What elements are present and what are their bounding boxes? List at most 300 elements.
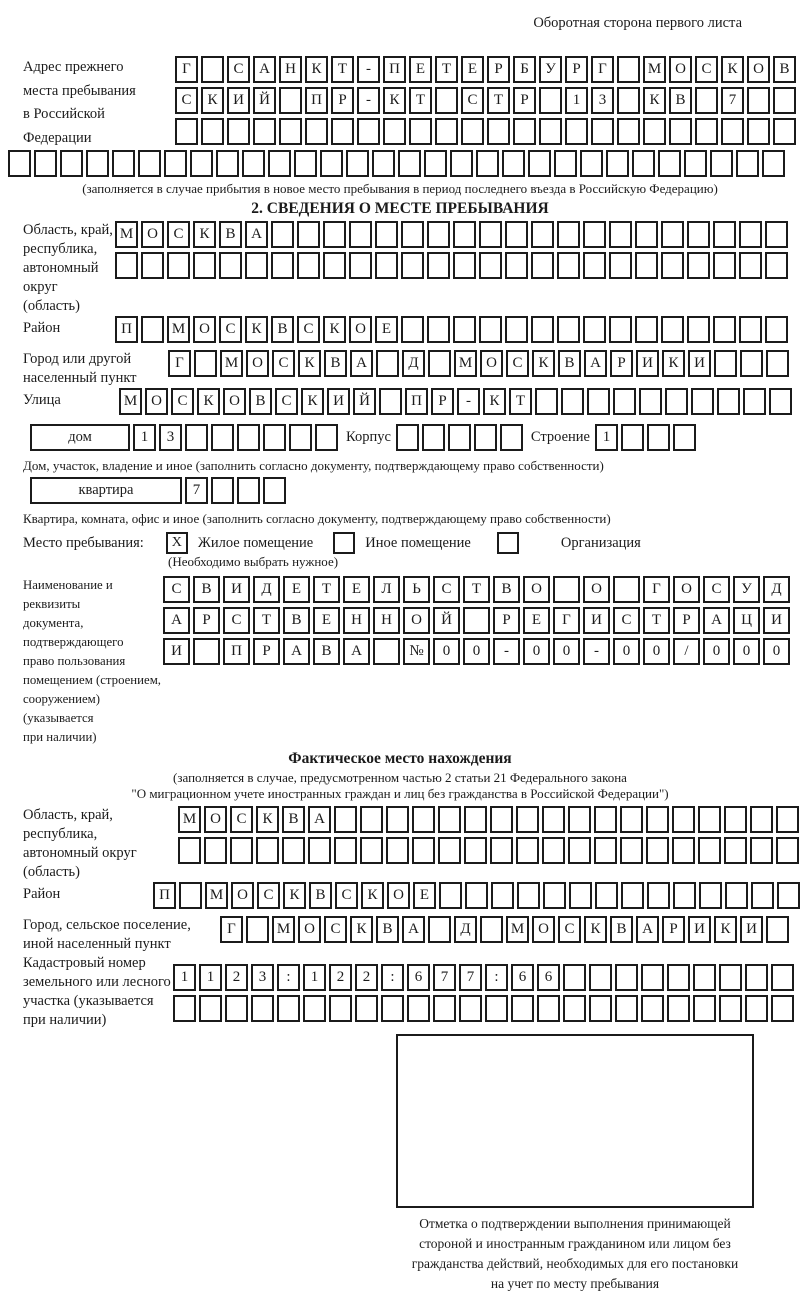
text-line: Город или другой: [23, 351, 132, 367]
char-cell: Н: [279, 56, 302, 83]
char-cell: [535, 388, 558, 415]
char-cell: [589, 995, 612, 1022]
char-cell: В: [669, 87, 692, 114]
char-cell: А: [350, 350, 373, 377]
char-cell: 6: [407, 964, 430, 991]
char-cell: П: [223, 638, 250, 665]
char-cell: [693, 964, 716, 991]
char-cell: [428, 916, 451, 943]
char-cell: 1: [595, 424, 618, 451]
char-cell: [673, 424, 696, 451]
char-cell: 6: [537, 964, 560, 991]
char-cell: [164, 150, 187, 177]
char-cell: Г: [168, 350, 191, 377]
char-cell: В: [283, 607, 310, 634]
char-cell: [553, 576, 580, 603]
char-cell: [219, 252, 242, 279]
char-cell: Т: [435, 56, 458, 83]
char-cell: С: [558, 916, 581, 943]
char-cell: Е: [343, 576, 370, 603]
char-cell: [687, 252, 710, 279]
char-cell: С: [275, 388, 298, 415]
street-row: [119, 388, 795, 415]
char-cell: [263, 477, 286, 504]
char-cell: О: [480, 350, 503, 377]
char-cell: [583, 316, 606, 343]
char-cell: [323, 221, 346, 248]
char-cell: [216, 150, 239, 177]
char-cell: [349, 252, 372, 279]
char-cell: [424, 150, 447, 177]
char-cell: Е: [283, 576, 310, 603]
char-cell: Г: [175, 56, 198, 83]
prev-address-row-3: [175, 118, 799, 145]
char-cell: [762, 150, 785, 177]
text-line: сооружением) (указывается: [23, 692, 101, 725]
char-cell: [86, 150, 109, 177]
char-cell: [635, 221, 658, 248]
char-cell: [491, 882, 514, 909]
char-cell: Т: [463, 576, 490, 603]
char-cell: 6: [511, 964, 534, 991]
char-cell: [289, 424, 312, 451]
char-cell: [639, 388, 662, 415]
char-cell: [279, 87, 302, 114]
char-cell: [531, 316, 554, 343]
actual-location-note: [23, 770, 777, 802]
char-cell: С: [219, 316, 242, 343]
char-cell: В: [558, 350, 581, 377]
char-cell: [661, 252, 684, 279]
char-cell: [349, 221, 372, 248]
char-cell: 0: [523, 638, 550, 665]
char-cell: [613, 388, 636, 415]
section2-title: 2. СВЕДЕНИЯ О МЕСТЕ ПРЕБЫВАНИЯ: [251, 200, 549, 217]
char-cell: [513, 118, 536, 145]
char-cell: [412, 806, 435, 833]
char-cell: Ц: [733, 607, 760, 634]
char-cell: [606, 150, 629, 177]
char-cell: [561, 388, 584, 415]
char-cell: [714, 350, 737, 377]
actual-region-block: [23, 806, 800, 882]
char-cell: [201, 56, 224, 83]
char-cell: А: [245, 221, 268, 248]
char-cell: [464, 837, 487, 864]
char-cell: [409, 118, 432, 145]
actual-city-label: [23, 916, 220, 954]
char-cell: [439, 882, 462, 909]
text-line: Адрес прежнего: [23, 59, 124, 75]
char-cell: [647, 424, 670, 451]
char-cell: :: [485, 964, 508, 991]
text-line: "О миграционном учете иностранных граждан и лиц без гражданства в Российской Федерации"): [131, 786, 669, 801]
char-cell: А: [703, 607, 730, 634]
char-cell: [568, 806, 591, 833]
char-cell: [305, 118, 328, 145]
text-line: гражданства действий, необходимых для его постановки: [411, 1256, 739, 1271]
char-cell: О: [747, 56, 770, 83]
char-cell: [569, 882, 592, 909]
char-cell: [401, 316, 424, 343]
char-cell: [453, 221, 476, 248]
char-cell: К: [305, 56, 328, 83]
char-cell: [667, 964, 690, 991]
document-row-2: [163, 607, 793, 634]
char-cell: Е: [461, 56, 484, 83]
char-cell: [557, 221, 580, 248]
prev-address-note: (заполняется в случае прибытия в новое место пребывания в период последнего въезда в Российскую Федерацию): [82, 181, 718, 196]
char-cell: Р: [193, 607, 220, 634]
char-cell: С: [163, 576, 190, 603]
char-cell: В: [282, 806, 305, 833]
char-cell: [141, 252, 164, 279]
stay-type-label: Место пребывания:: [23, 534, 144, 551]
char-cell: [450, 150, 473, 177]
char-cell: 1: [565, 87, 588, 114]
char-cell: С: [175, 87, 198, 114]
char-cell: [635, 316, 658, 343]
house-note: Дом, участок, владение и иное (заполнить согласно документу, подтверждающему право собственности): [23, 458, 604, 473]
street-block: [23, 388, 800, 419]
cadastral-row-2: [173, 995, 797, 1022]
char-cell: [479, 316, 502, 343]
actual-region-label: [23, 806, 178, 882]
char-cell: П: [305, 87, 328, 114]
char-cell: [505, 221, 528, 248]
cadastral-label: [23, 954, 173, 1030]
char-cell: В: [309, 882, 332, 909]
house-block: [23, 424, 800, 455]
char-cell: И: [688, 350, 711, 377]
char-cell: [277, 995, 300, 1022]
char-cell: Й: [433, 607, 460, 634]
char-cell: Г: [591, 56, 614, 83]
char-cell: [695, 87, 718, 114]
text-line: населенный пункт: [23, 370, 137, 386]
char-cell: С: [695, 56, 718, 83]
char-cell: [246, 916, 269, 943]
char-cell: [750, 837, 773, 864]
char-cell: О: [145, 388, 168, 415]
char-cell: 1: [199, 964, 222, 991]
char-cell: [479, 252, 502, 279]
char-cell: 0: [553, 638, 580, 665]
char-cell: А: [636, 916, 659, 943]
char-cell: [710, 150, 733, 177]
char-cell: А: [584, 350, 607, 377]
char-cell: М: [167, 316, 190, 343]
char-cell: О: [669, 56, 692, 83]
char-cell: Т: [409, 87, 432, 114]
stay-type-row: [23, 532, 800, 554]
char-cell: [479, 221, 502, 248]
char-cell: [505, 316, 528, 343]
char-cell: Г: [553, 607, 580, 634]
stay-option-org-label: Организация: [560, 534, 641, 551]
checkbox-inoe: [333, 532, 355, 554]
char-cell: В: [773, 56, 796, 83]
char-cell: [580, 150, 603, 177]
char-cell: [190, 150, 213, 177]
char-cell: [461, 118, 484, 145]
char-cell: Р: [487, 56, 510, 83]
text-line: Кадастровый номер: [23, 955, 146, 971]
char-cell: И: [636, 350, 659, 377]
char-cell: [268, 150, 291, 177]
char-cell: [428, 350, 451, 377]
char-cell: И: [227, 87, 250, 114]
char-cell: [465, 882, 488, 909]
char-cell: [595, 882, 618, 909]
char-cell: С: [461, 87, 484, 114]
cadastral-row-1: [173, 964, 797, 991]
char-cell: [646, 806, 669, 833]
char-cell: [594, 806, 617, 833]
char-cell: [474, 424, 497, 451]
char-cell: [615, 964, 638, 991]
char-cell: [360, 837, 383, 864]
text-line: округ (область): [23, 279, 80, 314]
char-cell: [517, 882, 540, 909]
char-cell: [279, 118, 302, 145]
char-cell: [620, 806, 643, 833]
char-cell: [282, 837, 305, 864]
checkbox-org: [497, 532, 519, 554]
char-cell: [771, 995, 794, 1022]
text-line: (область): [23, 864, 80, 880]
char-cell: С: [223, 607, 250, 634]
char-cell: М: [205, 882, 228, 909]
char-cell: [609, 252, 632, 279]
char-cell: [565, 118, 588, 145]
char-cell: [60, 150, 83, 177]
char-cell: Т: [331, 56, 354, 83]
char-cell: К: [197, 388, 220, 415]
region-block: [23, 221, 800, 316]
char-cell: О: [141, 221, 164, 248]
text-line: помещением (строением,: [23, 673, 161, 687]
char-cell: [687, 221, 710, 248]
char-cell: [713, 252, 736, 279]
char-cell: [766, 350, 789, 377]
char-cell: [528, 150, 551, 177]
prev-address-row-1: [175, 56, 799, 83]
char-cell: И: [740, 916, 763, 943]
char-cell: К: [298, 350, 321, 377]
char-cell: [539, 87, 562, 114]
char-cell: [615, 995, 638, 1022]
stamp-box: [396, 1034, 754, 1208]
actual-region-row-1: [178, 806, 802, 833]
char-cell: [750, 806, 773, 833]
char-cell: [739, 252, 762, 279]
char-cell: [739, 221, 762, 248]
text-line: Область, край,: [23, 807, 113, 823]
char-cell: [505, 252, 528, 279]
char-cell: [211, 477, 234, 504]
char-cell: [396, 424, 419, 451]
text-line: документа, подтверждающего: [23, 616, 124, 649]
actual-city-row: [220, 916, 792, 943]
char-cell: В: [493, 576, 520, 603]
char-cell: [185, 424, 208, 451]
char-cell: [557, 316, 580, 343]
city-block: [23, 350, 800, 388]
char-cell: С: [324, 916, 347, 943]
document-row-3: [163, 638, 793, 665]
char-cell: 0: [643, 638, 670, 665]
text-line: в Российской: [23, 106, 105, 122]
document-block: [23, 576, 800, 747]
char-cell: В: [610, 916, 633, 943]
char-cell: [427, 221, 450, 248]
char-cell: [357, 118, 380, 145]
char-cell: [511, 995, 534, 1022]
char-cell: [777, 882, 800, 909]
char-cell: [360, 806, 383, 833]
char-cell: [724, 806, 747, 833]
cadastral-block: [23, 954, 800, 1030]
char-cell: [199, 995, 222, 1022]
char-cell: И: [763, 607, 790, 634]
text-line: республика,: [23, 826, 98, 842]
text-line: стороной и иностранным гражданином или лицом без: [419, 1236, 731, 1251]
char-cell: Е: [409, 56, 432, 83]
actual-city-block: [23, 916, 800, 954]
char-cell: [294, 150, 317, 177]
char-cell: [315, 424, 338, 451]
char-cell: К: [662, 350, 685, 377]
char-cell: [773, 118, 796, 145]
char-cell: К: [483, 388, 506, 415]
char-cell: [376, 350, 399, 377]
char-cell: Б: [513, 56, 536, 83]
char-cell: А: [283, 638, 310, 665]
char-cell: [641, 995, 664, 1022]
char-cell: [641, 964, 664, 991]
text-line: Город, сельское поселение,: [23, 917, 191, 933]
text-line: участка (указывается: [23, 993, 154, 1009]
char-cell: [673, 882, 696, 909]
char-cell: К: [245, 316, 268, 343]
document-cells: [163, 576, 793, 669]
char-cell: [713, 221, 736, 248]
prev-address-block: [23, 56, 800, 150]
stroenie-label: Строение: [530, 429, 590, 445]
char-cell: [372, 150, 395, 177]
char-cell: [617, 87, 640, 114]
char-cell: [769, 388, 792, 415]
char-cell: [621, 424, 644, 451]
char-cell: В: [376, 916, 399, 943]
actual-region-cells: [178, 806, 802, 868]
char-cell: [401, 221, 424, 248]
char-cell: Н: [343, 607, 370, 634]
char-cell: [695, 118, 718, 145]
char-cell: 7: [433, 964, 456, 991]
char-cell: [719, 964, 742, 991]
char-cell: [227, 118, 250, 145]
char-cell: [693, 995, 716, 1022]
char-cell: [667, 995, 690, 1022]
char-cell: [646, 837, 669, 864]
char-cell: :: [381, 964, 404, 991]
char-cell: [253, 118, 276, 145]
region-cells: [115, 221, 791, 283]
char-cell: [297, 252, 320, 279]
char-cell: [554, 150, 577, 177]
char-cell: О: [403, 607, 430, 634]
char-cell: С: [335, 882, 358, 909]
char-cell: Т: [253, 607, 280, 634]
char-cell: [516, 806, 539, 833]
char-cell: В: [324, 350, 347, 377]
char-cell: [621, 882, 644, 909]
char-cell: [745, 964, 768, 991]
char-cell: К: [193, 221, 216, 248]
char-cell: [115, 252, 138, 279]
char-cell: К: [532, 350, 555, 377]
char-cell: [346, 150, 369, 177]
char-cell: У: [539, 56, 562, 83]
char-cell: С: [433, 576, 460, 603]
char-cell: Т: [643, 607, 670, 634]
char-cell: [745, 995, 768, 1022]
char-cell: 2: [329, 964, 352, 991]
char-cell: [463, 607, 490, 634]
char-cell: Р: [565, 56, 588, 83]
char-cell: 0: [433, 638, 460, 665]
char-cell: [661, 221, 684, 248]
char-cell: [773, 87, 796, 114]
char-cell: [539, 118, 562, 145]
char-cell: А: [308, 806, 331, 833]
char-cell: [334, 837, 357, 864]
char-cell: М: [220, 350, 243, 377]
char-cell: К: [323, 316, 346, 343]
region-row-2: [115, 252, 791, 279]
char-cell: Р: [331, 87, 354, 114]
char-cell: №: [403, 638, 430, 665]
char-cell: [373, 638, 400, 665]
char-cell: 3: [251, 964, 274, 991]
char-cell: К: [201, 87, 224, 114]
char-cell: [334, 806, 357, 833]
char-cell: 0: [463, 638, 490, 665]
char-cell: 0: [733, 638, 760, 665]
char-cell: [178, 837, 201, 864]
char-cell: [448, 424, 471, 451]
char-cell: П: [383, 56, 406, 83]
char-cell: [766, 916, 789, 943]
char-cell: Д: [454, 916, 477, 943]
char-cell: [407, 995, 430, 1022]
char-cell: [589, 964, 612, 991]
char-cell: [516, 837, 539, 864]
actual-location-title: Фактическое место нахождения: [288, 750, 512, 767]
char-cell: [8, 150, 31, 177]
city-row: [168, 350, 792, 377]
char-cell: [531, 221, 554, 248]
char-cell: [620, 837, 643, 864]
char-cell: Р: [662, 916, 685, 943]
char-cell: Е: [375, 316, 398, 343]
char-cell: [201, 118, 224, 145]
char-cell: [487, 118, 510, 145]
char-cell: [379, 388, 402, 415]
char-cell: Т: [509, 388, 532, 415]
